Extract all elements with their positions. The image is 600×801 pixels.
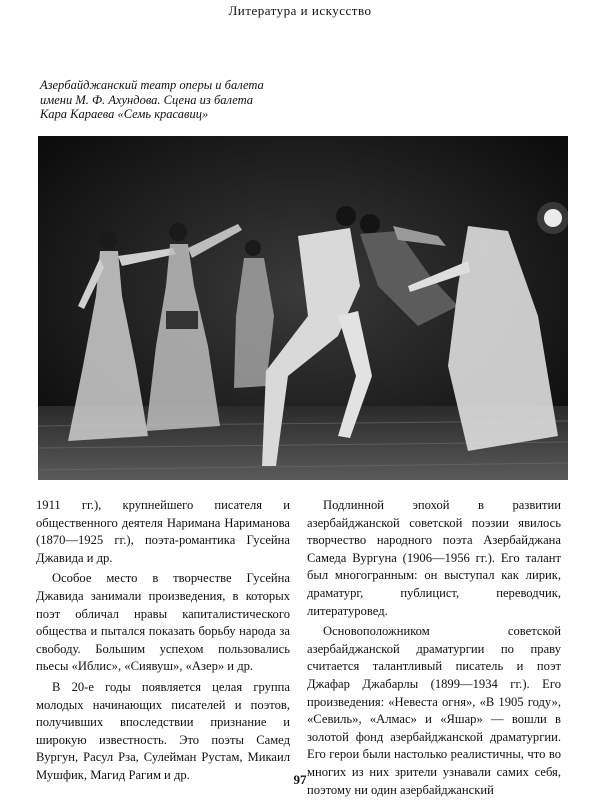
paragraph: Основоположником советской азербайджанской драматургии по праву считается талантливый писатель и поэт Джафар Джабарлы (1899—1934 гг.). Его произведения: «Невеста огня», «В 1905 году», «Севиль», «Алмас» и «Яшар» — вошли в золотой фонд азербайджанской драматургии. Его герои были настолько реалистичны, что во многих из них зрители узнавали самих себя, поэтому ни один азербайджанский [307,624,561,797]
running-head: Литература и искусство [228,3,372,18]
caption-line: Азербайджанский театр оперы и балета [40,78,264,92]
paragraph: В 20-е годы появляется целая группа молодых начинающих писателей и поэтов, получивших впоследствии признание и широкую известность. Это поэты Самед Вургун, Расул Рза, Сулейман Рустам, Микаил Мушфик, Магид Рагим и др. [36,679,290,782]
paragraph: Подлинной эпохой в развитии азербайджанской советской поэзии явилось творчество народного поэта Азербайджана Самеда Вургуна (1906—1956 гг.). Его талант был многогранным: он выступал как лирик, драматург, публицист, переводчик, литературовед. [307,498,561,618]
page-number: 97 [293,772,307,787]
text-column-left [36,497,290,785]
text-column-right [307,497,561,799]
caption-line: Кара Караева «Семь красавиц» [40,107,209,121]
figure-caption [40,78,340,122]
paragraph: Особое место в творчестве Гусейна Джавида занимали произведения, в которых поэт обличал нравы капиталистического общества и пытался показать борьбу народа за свободу. Большим успехом пользовались пьесы «Иблис», «Сиявуш», «Азер» и др. [36,571,290,674]
ballet-scene-photo [38,136,568,480]
caption-line: имени М. Ф. Ахундова. Сцена из балета [40,92,254,107]
paragraph: 1911 гг.), крупнейшего писателя и общественного деятеля Наримана Нариманова (1870—1925 гг.), поэта-романтика Гусейна Джавида и др. [36,498,290,565]
